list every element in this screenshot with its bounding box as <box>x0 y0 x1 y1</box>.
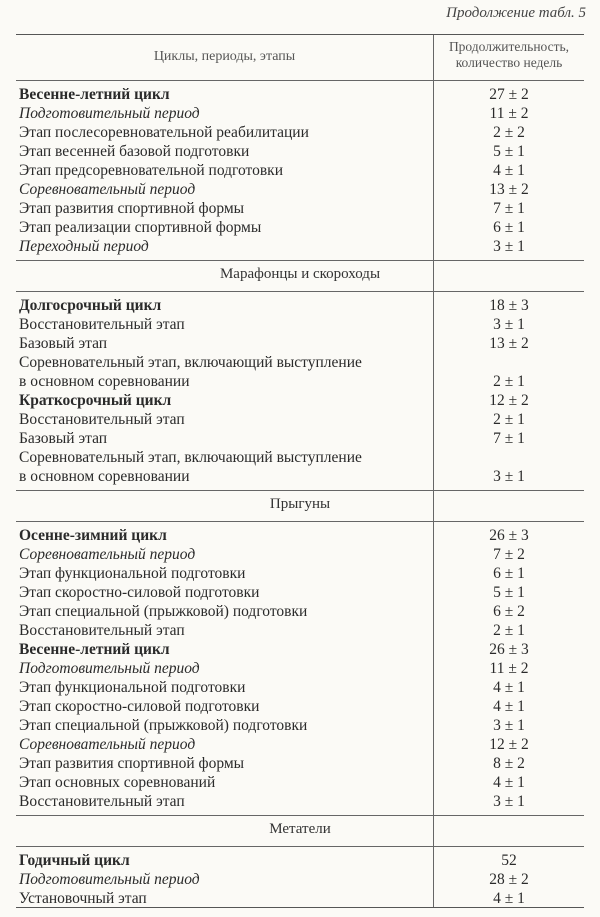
row-label-line: Годичный цикл <box>19 852 130 869</box>
row-duration-value: 3 ± 1 <box>493 238 525 255</box>
table-caption: Продолжение табл. 5 <box>446 5 586 21</box>
row-label-line: Этап функциональной подготовки <box>19 565 246 582</box>
table-row <box>16 448 584 486</box>
table-row <box>16 564 584 583</box>
row-duration-value: 3 ± 1 <box>493 316 525 333</box>
table-row <box>16 85 584 104</box>
row-duration-value: 26 ± 3 <box>489 527 529 544</box>
row-duration-value: 3 ± 1 <box>493 468 525 485</box>
row-label-line: Базовый этап <box>19 430 108 447</box>
header-duration-line2: количество недель <box>455 55 563 70</box>
table-row <box>16 697 584 716</box>
table-row <box>16 621 584 640</box>
row-label <box>19 410 429 429</box>
row-duration-value: 3 ± 1 <box>493 717 525 734</box>
row-duration-value: 26 ± 3 <box>489 641 529 658</box>
row-label <box>19 621 429 640</box>
row-label <box>19 716 429 735</box>
table-row <box>16 123 584 142</box>
table-row <box>16 296 584 315</box>
row-label <box>19 659 429 678</box>
row-label-line: Соревновательный этап, включающий выступление <box>19 354 362 371</box>
row-label <box>19 792 429 811</box>
row-label <box>19 142 429 161</box>
row-duration-value: 6 ± 2 <box>493 603 525 620</box>
row-label-line: Этап скоростно-силовой подготовки <box>19 584 260 601</box>
row-label-line: Долгосрочный цикл <box>19 297 162 314</box>
row-duration-value: 12 ± 2 <box>489 736 529 753</box>
section-title: Марафонцы и скороходы <box>219 266 381 282</box>
header-divider <box>16 80 584 81</box>
row-duration-value: 7 ± 1 <box>493 200 525 217</box>
row-label-line: Этап реализации спортивной формы <box>19 219 262 236</box>
row-duration-value: 13 ± 2 <box>489 335 529 352</box>
row-label <box>19 697 429 716</box>
row-label-line: в основном соревновании <box>19 373 190 390</box>
row-duration-value: 5 ± 1 <box>493 143 525 160</box>
table-row <box>16 142 584 161</box>
row-duration-value: 4 ± 1 <box>493 162 525 179</box>
table-row <box>16 792 584 811</box>
row-duration-value: 28 ± 2 <box>489 871 529 888</box>
header-cycles-column: Циклы, периоды, этапы <box>153 49 296 64</box>
table-row <box>16 315 584 334</box>
row-duration-value: 6 ± 1 <box>493 219 525 236</box>
row-label <box>19 602 429 621</box>
row-label <box>19 526 429 545</box>
row-duration-value: 11 ± 2 <box>489 660 529 677</box>
row-label-line: Установочный этап <box>19 890 147 907</box>
row-label <box>19 353 429 391</box>
row-duration-value: 7 ± 1 <box>493 430 525 447</box>
table-row <box>16 218 584 237</box>
row-label <box>19 199 429 218</box>
row-label <box>19 583 429 602</box>
table-row <box>16 353 584 391</box>
row-label <box>19 334 429 353</box>
section-divider <box>16 260 584 261</box>
row-label <box>19 773 429 792</box>
table-row <box>16 583 584 602</box>
section-title: Метатели <box>269 821 331 837</box>
table-row <box>16 851 584 870</box>
row-duration-value: 4 ± 1 <box>493 679 525 696</box>
table-row <box>16 391 584 410</box>
section-divider <box>16 521 584 522</box>
row-label-line: Восстановительный этап <box>19 793 185 810</box>
row-label-line: Соревновательный период <box>19 546 196 563</box>
row-label-line: Осенне-зимний цикл <box>19 527 167 544</box>
table-row <box>16 870 584 889</box>
row-label <box>19 545 429 564</box>
row-label-line: Краткосрочный цикл <box>19 392 172 409</box>
row-label-line: Переходный период <box>19 238 149 255</box>
row-label <box>19 735 429 754</box>
row-label-line: Этап специальной (прыжковой) подготовки <box>19 603 308 620</box>
row-label <box>19 85 429 104</box>
section-divider <box>16 490 584 491</box>
table-row <box>16 640 584 659</box>
row-label-line: Подготовительный период <box>19 105 200 122</box>
row-label <box>19 851 429 870</box>
row-label-line: Этап скоростно-силовой подготовки <box>19 698 260 715</box>
section-divider <box>16 815 584 816</box>
row-label <box>19 123 429 142</box>
row-label <box>19 889 429 908</box>
row-duration-value: 11 ± 2 <box>489 105 529 122</box>
row-duration-value: 12 ± 2 <box>489 392 529 409</box>
row-label <box>19 161 429 180</box>
table-row <box>16 545 584 564</box>
table-row <box>16 773 584 792</box>
row-label <box>19 678 429 697</box>
table-row <box>16 678 584 697</box>
row-label <box>19 429 429 448</box>
table-row <box>16 659 584 678</box>
row-label-line: Базовый этап <box>19 335 108 352</box>
table-row <box>16 161 584 180</box>
header-duration-column <box>434 39 584 71</box>
table-row <box>16 602 584 621</box>
table-row <box>16 199 584 218</box>
row-label-line: Этап развития спортивной формы <box>19 200 245 217</box>
row-label-line: Подготовительный период <box>19 660 200 677</box>
row-label-line: Соревновательный период <box>19 181 196 198</box>
row-label-line: Соревновательный период <box>19 736 196 753</box>
row-duration-value: 2 ± 1 <box>493 411 525 428</box>
row-label <box>19 237 429 256</box>
row-label-line: Этап послесоревновательной реабилитации <box>19 124 309 141</box>
row-label-line: Восстановительный этап <box>19 622 185 639</box>
section-title: Прыгуны <box>269 496 331 512</box>
row-duration-value: 7 ± 2 <box>493 546 525 563</box>
row-duration-value: 13 ± 2 <box>489 181 529 198</box>
header-duration-line1: Продолжительность, <box>448 39 570 54</box>
row-duration-value: 18 ± 3 <box>489 297 529 314</box>
table-row <box>16 237 584 256</box>
table-row <box>16 716 584 735</box>
row-duration-value: 4 ± 1 <box>493 774 525 791</box>
row-label-line: Весенне-летний цикл <box>19 86 170 103</box>
row-label-line: Этап развития спортивной формы <box>19 755 245 772</box>
row-label <box>19 754 429 773</box>
table-row <box>16 889 584 908</box>
row-label-line: Восстановительный этап <box>19 411 185 428</box>
row-label <box>19 640 429 659</box>
row-label <box>19 218 429 237</box>
row-label-line: Этап функциональной подготовки <box>19 679 246 696</box>
row-duration-value: 2 ± 1 <box>493 373 525 390</box>
row-duration-value: 2 ± 1 <box>493 622 525 639</box>
row-label-line: Весенне-летний цикл <box>19 641 170 658</box>
row-duration-value: 2 ± 2 <box>493 124 525 141</box>
table-row <box>16 754 584 773</box>
table-row <box>16 104 584 123</box>
row-label-line: Этап весенней базовой подготовки <box>19 143 250 160</box>
row-label <box>19 564 429 583</box>
row-label <box>19 870 429 889</box>
row-duration-value: 3 ± 1 <box>493 793 525 810</box>
table-row <box>16 180 584 199</box>
periodization-table <box>16 34 584 908</box>
row-label-line: в основном соревновании <box>19 468 190 485</box>
row-label-line: Подготовительный период <box>19 871 200 888</box>
table-row <box>16 735 584 754</box>
row-label-line: Восстановительный этап <box>19 316 185 333</box>
row-label <box>19 391 429 410</box>
table-row <box>16 429 584 448</box>
section-divider <box>16 846 584 847</box>
section-divider <box>16 291 584 292</box>
table-row <box>16 334 584 353</box>
table-row <box>16 526 584 545</box>
row-duration-value: 6 ± 1 <box>493 565 525 582</box>
row-duration-value: 27 ± 2 <box>489 86 529 103</box>
row-label-line: Этап основных соревнований <box>19 774 216 791</box>
row-label <box>19 296 429 315</box>
row-label-line: Соревновательный этап, включающий выступление <box>19 449 362 466</box>
row-duration-value: 5 ± 1 <box>493 584 525 601</box>
row-duration-value: 8 ± 2 <box>493 755 525 772</box>
row-label <box>19 448 429 486</box>
row-label <box>19 104 429 123</box>
row-duration-value: 4 ± 1 <box>493 890 525 907</box>
row-label <box>19 315 429 334</box>
row-label-line: Этап предсоревновательной подготовки <box>19 162 283 179</box>
row-label <box>19 180 429 199</box>
row-label-line: Этап специальной (прыжковой) подготовки <box>19 717 308 734</box>
row-duration-value: 52 <box>501 852 517 869</box>
row-duration-value: 4 ± 1 <box>493 698 525 715</box>
table-row <box>16 410 584 429</box>
